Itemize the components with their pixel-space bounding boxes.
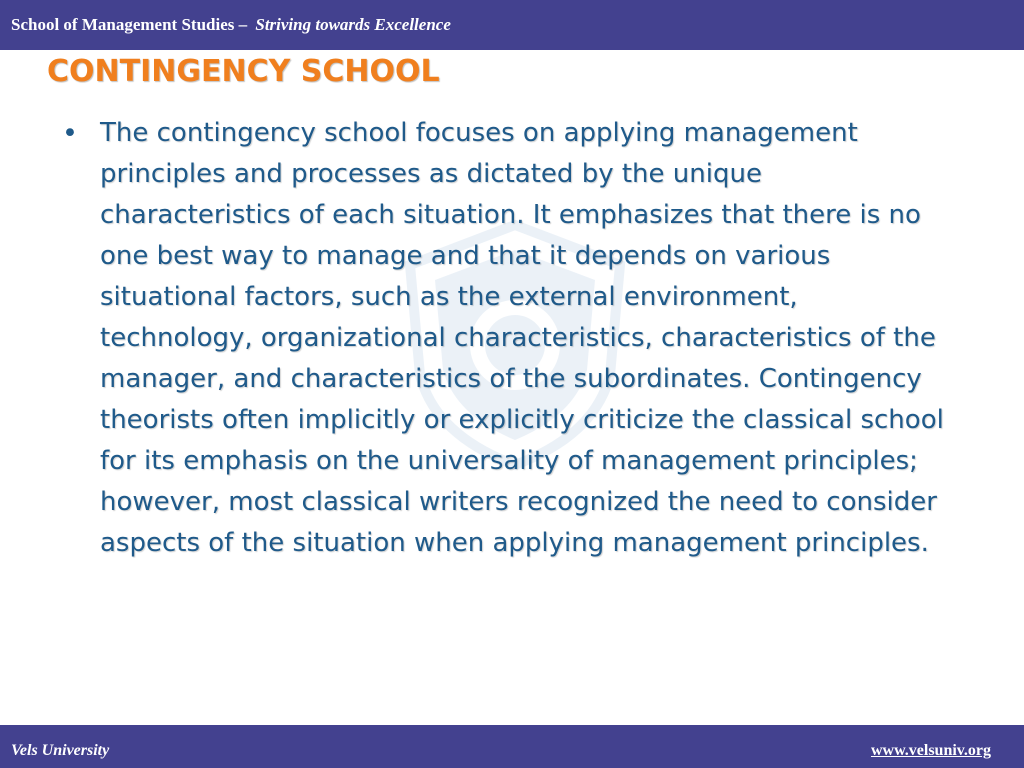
footer-bar <box>0 725 1024 768</box>
bullet-icon: • <box>62 118 78 149</box>
slide-title: CONTINGENCY SCHOOL <box>47 54 440 89</box>
footer-university: Vels University <box>11 742 110 759</box>
slide-content <box>62 113 962 564</box>
bullet-item <box>62 113 962 564</box>
bullet-text: The contingency school focuses on applying management principles and processes as dictated by the unique characteristics of each situation. It emphasizes that there is no one best way to manage and that it depends on various situational factors, such as the external environment, technology, organizational characteristics, characteristics of the manager, and characteristics of the subordinates. Contingency theorists often implicitly or explicitly criticize the classical school for its emphasis on the universality of management principles; however, most classical writers recognized the need to consider aspects of the situation when applying management principles. <box>100 118 944 558</box>
header-bar <box>0 0 1024 50</box>
header-institution: School of Management Studies – <box>11 15 248 34</box>
footer-website-link[interactable]: www.velsuniv.org <box>870 742 991 759</box>
header-tagline: Striving towards Excellence <box>255 15 451 34</box>
